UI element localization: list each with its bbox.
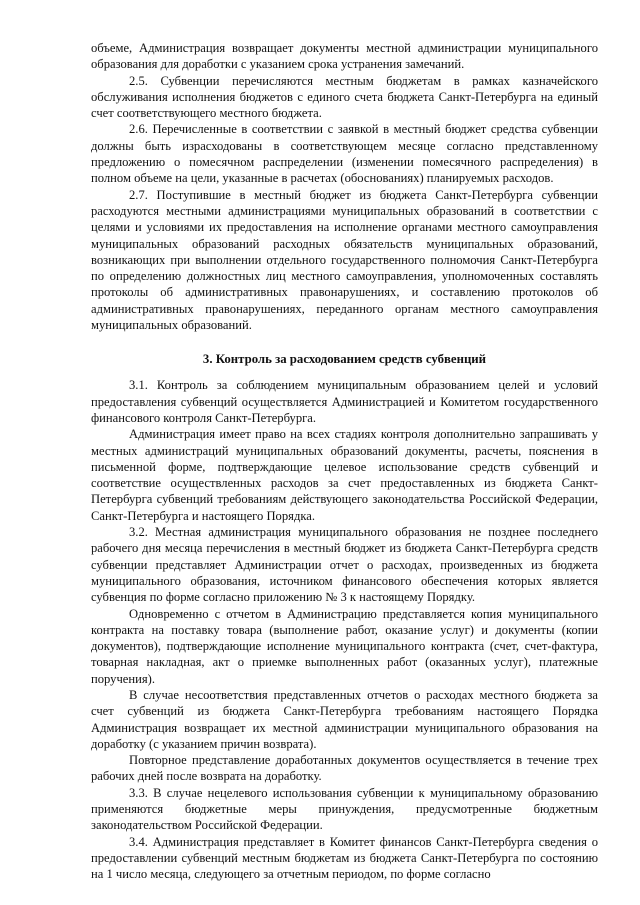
paragraph-3-2-contract-copy: Одновременно с отчетом в Администрацию представляется копия муниципального контракта на поставку товара (выполнение работ, оказание услуг) и документы (копии документов), подтверждающие исполнение муниципального контракта (счет, счет-фактура, товарная накладная, акт о приемке выполненных работ (оказанных услуг), платежные поручения). xyxy=(91,606,598,686)
document-page xyxy=(91,40,598,883)
paragraph-3-4: 3.4. Администрация представляет в Комитет финансов Санкт-Петербурга сведения о предоставлении субвенций местным бюджетам из бюджета Санкт-Петербурга по состоянию на 1 число месяца, следующего за отчетным периодом, по форме согласно xyxy=(91,834,598,882)
paragraph-3-2-mismatch: В случае несоответствия представленных отчетов о расходах местного бюджета за счет субвенций из бюджета Санкт-Петербурга требованиям настоящего Порядка Администрация возвращает их местной администрации муниципального образования на доработку (с указанием причин возврата). xyxy=(91,687,598,751)
paragraph-3-2-resubmission: Повторное представление доработанных документов осуществляется в течение трех рабочих дней после возврата на доработку. xyxy=(91,753,598,784)
paragraph-3-1: 3.1. Контроль за соблюдением муниципальным образованием целей и условий предоставления субвенций осуществляется Администрацией и Комитетом государственного финансового контроля Санкт-Петербурга. xyxy=(91,378,598,425)
section-3-heading: 3. Контроль за расходованием средств субвенций xyxy=(202,352,487,367)
paragraph-3-3: 3.3. В случае нецелевого использования субвенции к муниципальному образованию применяются бюджетные меры принуждения, предусмотренные бюджетным законодательством Российской Федерации. xyxy=(91,785,598,833)
paragraph-2-4-continuation: объеме, Администрация возвращает документы местной администрации муниципального образования для доработки с указанием срока устранения замечаний. xyxy=(91,41,598,72)
paragraph-3-2: 3.2. Местная администрация муниципального образования не позднее последнего рабочего дня месяца перечисления в местный бюджет из бюджета Санкт-Петербурга средств субвенции представляет Администрации отчет о расходах, произведенных из бюджета муниципального образования, источником финансового обеспечения которых является субвенция по форме согласно приложению № 3 к настоящему Порядку. xyxy=(91,525,598,605)
paragraph-2-5: 2.5. Субвенции перечисляются местным бюджетам в рамках казначейского обслуживания исполнения бюджетов с единого счета бюджета Санкт-Петербурга на единый счет соответствующего местного бюджета. xyxy=(91,73,598,121)
paragraph-2-6: 2.6. Перечисленные в соответствии с заявкой в местный бюджет средства субвенции должны быть израсходованы в соответствующем месяце согласно представленному предложению о помесячном распределении (изменении помесячного распределения) в полном объеме на цели, указанные в расчетах (обоснованиях) планируемых расходов. xyxy=(91,122,598,186)
paragraph-2-7: 2.7. Поступившие в местный бюджет из бюджета Санкт-Петербурга субвенции расходуются местными администрациями муниципальных образований в соответствии с целями и условиями их предоставления на исполнение органами местного самоуправления муниципальных образований расходных обязательств муниципальных образований, возникающих при выполнении отдельного государственного полномочия Санкт-Петербурга по определению должностных лиц местного самоуправления, уполномоченных составлять протоколы об административных правонарушениях, и составлению протоколов об административных правонарушениях, переданного органам местного самоуправления муниципальных образований. xyxy=(91,187,598,333)
paragraph-3-1-admin-rights: Администрация имеет право на всех стадиях контроля дополнительно запрашивать у местных администраций муниципальных образований документы, расчеты, пояснения в письменной форме, подтверждающие целевое использование средств субвенций и соответствие осуществленных расходов за счет предоставленных из бюджета Санкт-Петербурга субвенций требованиям действующего законодательства Российской Федерации, Санкт-Петербурга и настоящего Порядка. xyxy=(91,427,598,523)
